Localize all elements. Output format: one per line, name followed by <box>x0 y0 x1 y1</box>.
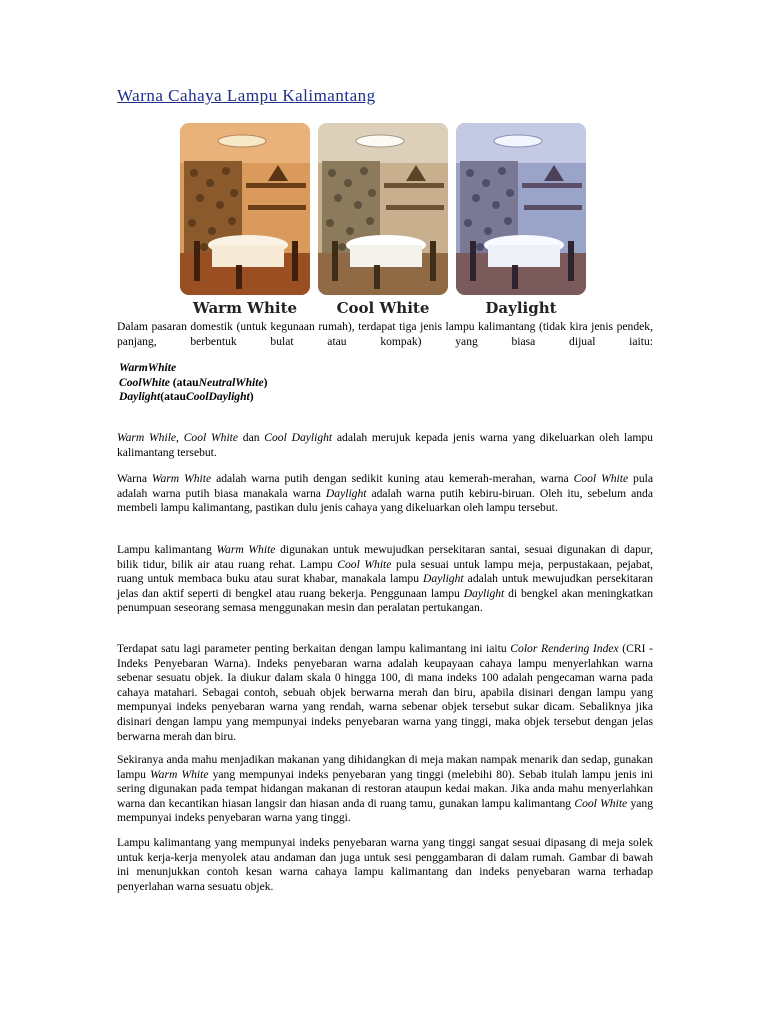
list-item-warm-white: WarmWhite <box>119 361 177 374</box>
paragraph-food-display: Sekiranya anda mahu menjadikan makanan yang dihidangkan di meja makan nampak menarik dan sedap, gunakan lampu Warm White yang mempunyai indeks penyebaran yang tinggi (melebihi 80). Sebab itulah lampu jenis ini sering digunakan pada tempat hidangan makanan di restoran ataupun kedai makan. Jika anda mahu menyerlahkan warna dan kecantikan hiasan langsir dan hiasan anda di ruang tamu, gunakan lampu kalimantang Cool White yang mempunyai indeks penyebaran warna yang tinggi. <box>117 753 654 825</box>
caption-warm-white: Warm White <box>192 299 298 317</box>
paragraph-usage: Lampu kalimantang Warm White digunakan untuk mewujudkan persekitaran santai, sesuai digunakan di dapur, bilik tidur, bilik air atau ruang rehat. Lampu Cool White pula sesuai untuk lampu meja, perpustakaan, pejabat, ruang untuk membaca buku atau surat khabar, manakala lampu Daylight adalah untuk mewujudkan persekitaran jelas dan aktif seperti di bengkel atau ruang bekerja. Penggunaan lampu Daylight di bengkel akan meningkatkan penumpuan seseorang semasa menggunakan mesin dan peralatan pertukangan. <box>117 543 654 615</box>
lighting-comparison-figure <box>180 123 586 323</box>
page-title[interactable]: Warna Cahaya Lampu Kalimantang <box>117 86 376 105</box>
paragraph-cri: Terdapat satu lagi parameter penting berkaitan dengan lampu kalimantang ini iaitu Color Rendering Index (CRI - Indeks Penyebaran Warna). Indeks penyebaran warna adalah keupayaan cahaya lampu menyerlahkan warna sebenar sesuatu objek. Ia diukur dalam skala 0 hingga 100, di mana indeks 100 adalah pengecaman warna pada cahaya matahari. Sebagai contoh, sebuah objek berwarna merah dan biru, apabila disinari dengan lampu yang mempunyai indeks penyebaran warna yang rendah, warna sebenar objek tersebut sukar dicam. Sebaliknya jika disinari dengan lampu yang mempunyai indeks penyebaran warna yang tinggi, maka objek tersebut dengan jelas berwarna merah dan biru. <box>117 642 653 743</box>
list-item-daylight: Daylight(atauCoolDaylight) <box>119 390 254 404</box>
daylight-photo <box>456 123 586 295</box>
daylight-room-illustration <box>456 123 586 295</box>
warm-white-photo <box>180 123 310 295</box>
paragraph-intro: Dalam pasaran domestik (untuk kegunaan rumah), terdapat tiga jenis lampu kalimantang (tidak kira jenis pendek, panjang, berbentuk bulat atau kompak) yang biasa dijual iaitu: <box>117 320 653 348</box>
warm-white-room-illustration <box>180 123 310 295</box>
caption-daylight: Daylight <box>485 299 557 317</box>
paragraph-light-types: Warm While, Cool White dan Cool Daylight adalah merujuk kepada jenis warna yang dikeluarkan oleh lampu kalimantang tersebut. <box>117 431 653 459</box>
caption-cool-white: Cool White <box>336 299 430 317</box>
list-item-cool-white: CoolWhite (atauNeutralWhite) <box>119 375 268 389</box>
paragraph-high-cri-use: Lampu kalimantang yang mempunyai indeks penyebaran warna yang tinggi sangat sesuai dipasang di meja solek untuk kerja-kerja menyolek atau andaman dan juga untuk sesi penggambaran di dalam rumah. Gambar di bawah ini menunjukkan contoh kesan warna cahaya lampu kalimantang dan indeks penyebaran warna terhadap penyerlahan warna sesuatu objek. <box>117 836 653 893</box>
paragraph-color-description: Warna Warm White adalah warna putih dengan sedikit kuning atau kemerah-merahan, warna Cool White pula adalah warna putih biasa manakala warna Daylight adalah warna putih kebiru-biruan. Oleh itu, sebelum anda membeli lampu kalimantang, pastikan dulu jenis cahaya yang dikeluarkan oleh lampu tersebut. <box>117 472 653 515</box>
cool-white-room-illustration <box>318 123 448 295</box>
lamp-type-list <box>119 361 268 405</box>
cool-white-photo <box>318 123 448 295</box>
